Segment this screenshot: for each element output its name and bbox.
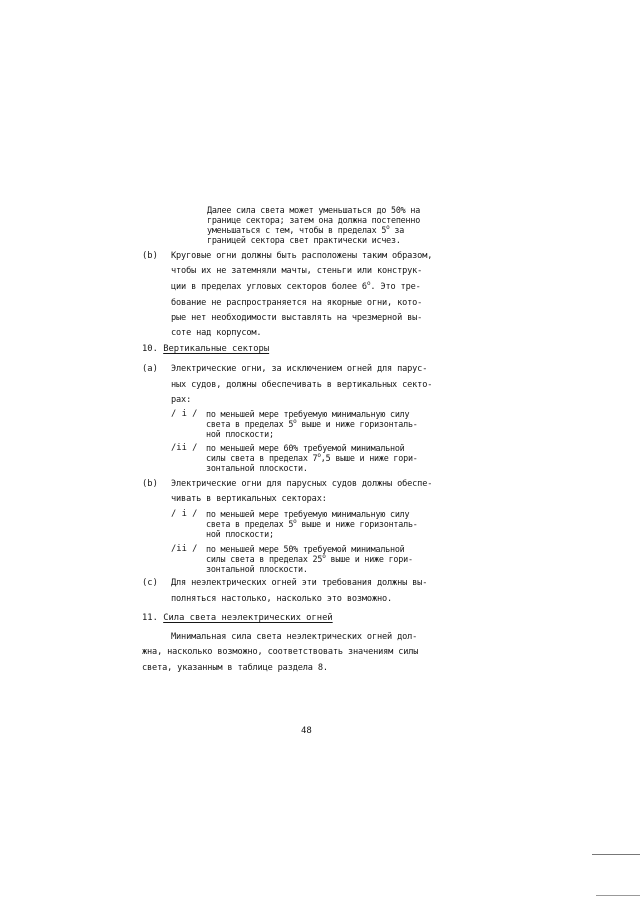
item-9b-line: соте над корпусом. [171,328,262,338]
item-line: Электрические огни для парусных судов должны обеспе- [171,479,433,489]
scan-edge-line [596,895,640,896]
item-9b-line: бование не распространяется на якорные огни, кото- [171,298,423,308]
intro-line-4: границей сектора свет практически исчез. [207,235,401,245]
subitem-line: силы света в пределах $7^о,5$ выше и ниже гори- [206,452,418,463]
item-line: Электрические огни, за исключением огней для парус- [171,364,428,374]
paragraph-line: Минимальная сила света неэлектрических огней дол- [171,632,418,642]
scan-edge-line [592,854,640,855]
page-number: 48 [301,726,312,736]
intro-line-3: уменьшаться с тем, чтобы в пределах $5^о$ за [207,224,405,235]
subitem-line: ной плоскости; [206,429,274,439]
intro-line-1: Далее сила света может уменьшаться до 50% на [207,205,421,215]
subitem-label: /ii / [171,544,198,554]
item-line: полняться настолько, насколько это возможно. [171,594,393,604]
subitem-line: зонтальной плоскости. [206,564,308,574]
item-label: (b) [142,251,158,261]
item-line: чивать в вертикальных секторах: [171,494,327,504]
subitem-label: / i / [171,509,198,519]
paragraph-line: жна, насколько возможно, соответствовать значениям силы [142,647,419,657]
subitem-line: ной плоскости; [206,529,274,539]
section-11-heading: 11. Сила света неэлектрических огней [142,613,333,623]
item-label: (b) [142,479,158,489]
intro-line-2: границе сектора; затем она должна постепенно [207,215,421,225]
item-label: (a) [142,364,158,374]
subitem-line: по меньшей мере требуемую минимальную силу [206,409,410,419]
item-line: рах: [171,395,192,405]
subitem-line: силы света в пределах $25^о$ выше и ниже гори- [206,553,413,564]
item-9b-line: чтобы их не затемняли мачты, стеньги или конструк- [171,266,423,276]
item-line: Для неэлектрических огней эти требования должны вы- [171,578,428,588]
subitem-label: / i / [171,409,198,419]
item-label: (c) [142,578,158,588]
subitem-line: по меньшей мере 60% требуемой минимальной [206,443,405,453]
subitem-line: по меньшей мере 50% требуемой минимальной [206,544,405,554]
subitem-label: /ii / [171,443,198,453]
item-9b-line: ции в пределах угловых секторов более $6^о$. Это тре- [171,280,421,292]
subitem-line: света в пределах $5^о$ выше и ниже горизонталь- [206,418,418,429]
item-line: ных судов, должны обеспечивать в вертикальных секто- [171,380,433,390]
subitem-line: зонтальной плоскости. [206,463,308,473]
subitem-line: света в пределах $5^о$ выше и ниже горизонталь- [206,518,418,529]
item-9b-line: Круговые огни должны быть расположены таким образом, [171,251,433,261]
paragraph-line: света, указанным в таблице раздела 8. [142,663,328,673]
subitem-line: по меньшей мере требуемую минимальную силу [206,509,410,519]
section-10-heading: 10. Вертикальные секторы [142,344,270,354]
item-9b-line: рые нет необходимости выставлять на чрезмерной вы- [171,313,423,323]
